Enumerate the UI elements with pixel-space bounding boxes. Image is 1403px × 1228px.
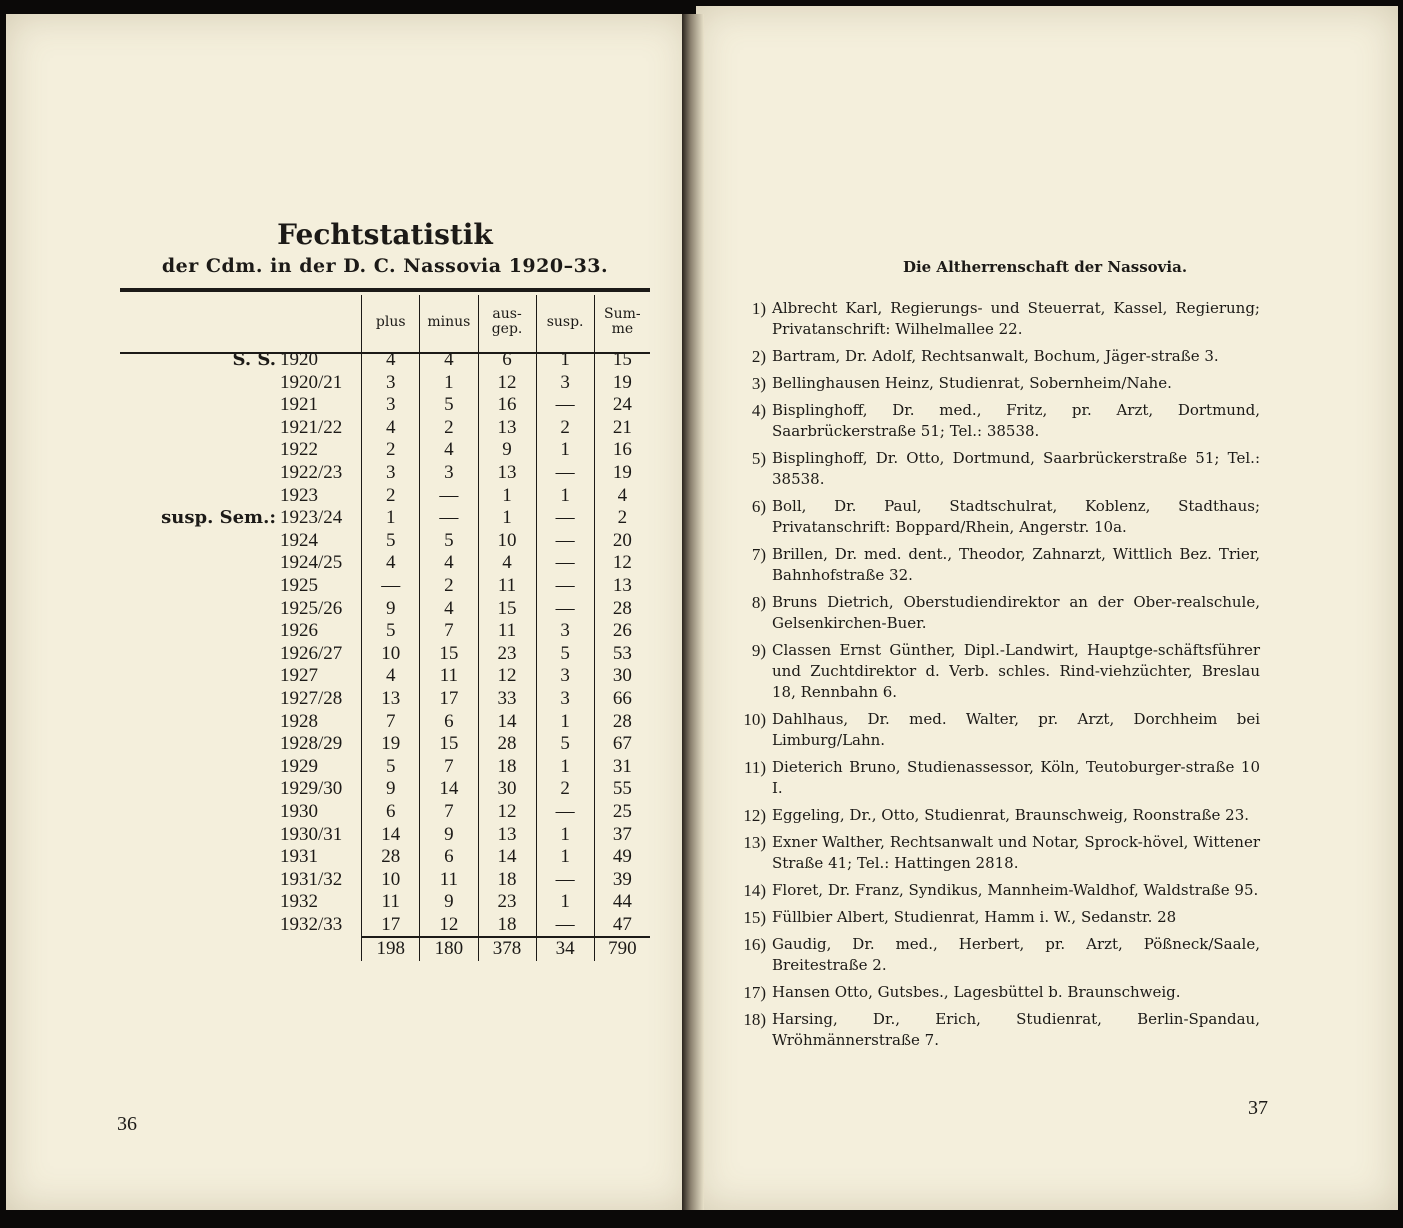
ausgep-cell: 18 xyxy=(478,756,536,779)
ausgep-cell: 13 xyxy=(478,462,536,485)
list-item xyxy=(728,982,1260,1003)
plus-cell: 4 xyxy=(362,417,420,440)
ausgep-cell: 12 xyxy=(478,665,536,688)
table-row xyxy=(120,552,650,575)
entry-text: Exner Walther, Rechtsanwalt und Notar, Sprock-hövel, Wittener Straße 41; Tel.: Hattingen 2818. xyxy=(772,833,1260,872)
summe-cell: 21 xyxy=(594,417,650,440)
ausgep-cell: 12 xyxy=(478,801,536,824)
summe-cell: 37 xyxy=(594,823,650,846)
entry-number: 4) xyxy=(751,401,766,420)
plus-cell: 19 xyxy=(362,733,420,756)
susp-cell: 2 xyxy=(536,778,594,801)
entry-number: 3) xyxy=(751,374,766,393)
minus-cell: 5 xyxy=(420,530,478,553)
entry-number: 10) xyxy=(743,710,766,729)
summe-cell: 66 xyxy=(594,688,650,711)
plus-cell: 5 xyxy=(362,756,420,779)
header-susp: susp. xyxy=(536,295,594,349)
summe-cell: 19 xyxy=(594,372,650,395)
fencing-statistics-table xyxy=(120,295,650,961)
plus-cell: 5 xyxy=(362,530,420,553)
table-row xyxy=(120,394,650,417)
semester-label xyxy=(120,552,280,575)
entry-number: 2) xyxy=(751,347,766,366)
entry-text: Harsing, Dr., Erich, Studienrat, Berlin-Spandau, Wröhmännerstraße 7. xyxy=(772,1010,1260,1049)
semester-label xyxy=(120,823,280,846)
list-title: Die Altherrenschaft der Nassovia. xyxy=(902,258,1188,276)
table-row xyxy=(120,914,650,938)
ausgep-cell: 33 xyxy=(478,688,536,711)
semester-label xyxy=(120,801,280,824)
total-ausgep: 378 xyxy=(478,937,536,961)
minus-cell: 12 xyxy=(420,914,478,938)
entry-number: 5) xyxy=(751,449,766,468)
entry-number: 8) xyxy=(751,593,766,612)
semester-label xyxy=(120,914,280,938)
susp-cell: 3 xyxy=(536,372,594,395)
semester-label xyxy=(120,417,280,440)
plus-cell: 14 xyxy=(362,823,420,846)
ausgep-cell: 15 xyxy=(478,598,536,621)
year-cell: 1924/25 xyxy=(280,552,343,574)
summe-cell: 16 xyxy=(594,439,650,462)
susp-cell: — xyxy=(536,869,594,892)
entry-text: Floret, Dr. Franz, Syndikus, Mannheim-Waldhof, Waldstraße 95. xyxy=(772,881,1259,899)
table-row xyxy=(120,417,650,440)
plus-cell: 10 xyxy=(362,643,420,666)
year-cell: 1931/32 xyxy=(280,868,343,890)
table-row xyxy=(120,598,650,621)
list-item xyxy=(728,373,1260,394)
total-plus: 198 xyxy=(362,937,420,961)
table-row xyxy=(120,711,650,734)
table-row xyxy=(120,869,650,892)
plus-cell: 17 xyxy=(362,914,420,938)
entry-text: Brillen, Dr. med. dent., Theodor, Zahnarzt, Wittlich Bez. Trier, Bahnhofstraße 32. xyxy=(772,545,1260,584)
list-item xyxy=(728,805,1260,826)
susp-cell: 1 xyxy=(536,846,594,869)
list-item xyxy=(728,832,1260,874)
table-row xyxy=(120,439,650,462)
entry-number: 15) xyxy=(743,908,766,927)
susp-cell: — xyxy=(536,530,594,553)
year-cell: 1921/22 xyxy=(280,416,343,438)
page-number-right: 37 xyxy=(1248,1097,1268,1119)
susp-cell: — xyxy=(536,507,594,530)
list-item xyxy=(728,880,1260,901)
totals-spacer xyxy=(280,937,362,961)
table-row xyxy=(120,823,650,846)
year-cell: 1924 xyxy=(280,529,319,551)
minus-cell: 9 xyxy=(420,891,478,914)
total-summe: 790 xyxy=(594,937,650,961)
year-cell: 1932 xyxy=(280,891,319,913)
list-item xyxy=(728,757,1260,799)
plus-cell: 4 xyxy=(362,552,420,575)
semester-label xyxy=(120,733,280,756)
semester-label xyxy=(120,530,280,553)
summe-cell: 67 xyxy=(594,733,650,756)
susp-cell: 1 xyxy=(536,891,594,914)
year-cell: 1929 xyxy=(280,755,319,777)
ausgep-cell: 14 xyxy=(478,711,536,734)
ausgep-cell: 10 xyxy=(478,530,536,553)
list-item xyxy=(728,640,1260,703)
ausgep-cell: 18 xyxy=(478,869,536,892)
year-cell: 1927 xyxy=(280,665,319,687)
year-cell: 1922 xyxy=(280,439,319,461)
minus-cell: 2 xyxy=(420,417,478,440)
year-cell: 1925/26 xyxy=(280,597,343,619)
entry-number: 12) xyxy=(743,806,766,825)
susp-cell: — xyxy=(536,575,594,598)
minus-cell: 5 xyxy=(420,394,478,417)
minus-cell: 17 xyxy=(420,688,478,711)
header-minus: minus xyxy=(420,295,478,349)
entry-text: Bruns Dietrich, Oberstudiendirektor an der Ober-realschule, Gelsenkirchen-Buer. xyxy=(772,593,1260,632)
summe-cell: 25 xyxy=(594,801,650,824)
semester-label: S. S. xyxy=(232,349,277,371)
plus-cell: 2 xyxy=(362,485,420,508)
susp-cell: 1 xyxy=(536,439,594,462)
semester-label xyxy=(120,756,280,779)
minus-cell: 4 xyxy=(420,598,478,621)
list-item xyxy=(728,298,1260,340)
semester-label xyxy=(120,620,280,643)
entry-number: 18) xyxy=(743,1010,766,1029)
susp-cell: — xyxy=(536,801,594,824)
list-item xyxy=(728,592,1260,634)
plus-cell: 11 xyxy=(362,891,420,914)
year-cell: 1925 xyxy=(280,574,319,596)
year-cell: 1923 xyxy=(280,484,319,506)
year-cell: 1930 xyxy=(280,800,319,822)
year-cell: 1922/23 xyxy=(280,462,343,484)
summe-cell: 31 xyxy=(594,756,650,779)
plus-cell: 4 xyxy=(362,665,420,688)
entry-text: Hansen Otto, Gutsbes., Lagesbüttel b. Braunschweig. xyxy=(772,983,1181,1001)
list-item xyxy=(728,934,1260,976)
susp-cell: — xyxy=(536,598,594,621)
summe-cell: 19 xyxy=(594,462,650,485)
totals-spacer xyxy=(120,937,280,961)
summe-cell: 49 xyxy=(594,846,650,869)
susp-cell: 3 xyxy=(536,688,594,711)
semester-label: susp. Sem.: xyxy=(161,507,277,529)
totals-row xyxy=(120,937,650,961)
semester-label xyxy=(120,598,280,621)
alumni-list xyxy=(728,298,1260,1057)
semester-label xyxy=(120,688,280,711)
year-cell: 1921 xyxy=(280,394,319,416)
table-row xyxy=(120,349,650,372)
susp-cell: 1 xyxy=(536,349,594,372)
entry-text: Bisplinghoff, Dr. Otto, Dortmund, Saarbrückerstraße 51; Tel.: 38538. xyxy=(772,449,1260,488)
susp-cell: — xyxy=(536,552,594,575)
header-semester xyxy=(120,295,280,349)
entry-number: 11) xyxy=(743,758,766,777)
year-cell: 1923/24 xyxy=(280,507,343,529)
minus-cell: 7 xyxy=(420,756,478,779)
total-susp: 34 xyxy=(536,937,594,961)
susp-cell: 5 xyxy=(536,643,594,666)
minus-cell: 4 xyxy=(420,439,478,462)
summe-cell: 53 xyxy=(594,643,650,666)
year-cell: 1930/31 xyxy=(280,823,343,845)
susp-cell: 1 xyxy=(536,485,594,508)
ausgep-cell: 28 xyxy=(478,733,536,756)
table-row xyxy=(120,778,650,801)
susp-cell: 1 xyxy=(536,756,594,779)
year-cell: 1927/28 xyxy=(280,687,343,709)
semester-label xyxy=(120,372,280,395)
year-cell: 1928 xyxy=(280,710,319,732)
susp-cell: — xyxy=(536,914,594,938)
summe-cell: 28 xyxy=(594,598,650,621)
summe-cell: 30 xyxy=(594,665,650,688)
book-spine xyxy=(682,14,704,1210)
minus-cell: 14 xyxy=(420,778,478,801)
ausgep-cell: 1 xyxy=(478,507,536,530)
minus-cell: 4 xyxy=(420,552,478,575)
ausgep-cell: 12 xyxy=(478,372,536,395)
header-plus: plus xyxy=(362,295,420,349)
total-minus: 180 xyxy=(420,937,478,961)
ausgep-cell: 18 xyxy=(478,914,536,938)
year-cell: 1926 xyxy=(280,620,319,642)
list-item xyxy=(728,346,1260,367)
table-row xyxy=(120,801,650,824)
ausgep-cell: 16 xyxy=(478,394,536,417)
susp-cell: 3 xyxy=(536,665,594,688)
list-item xyxy=(728,907,1260,928)
minus-cell: 15 xyxy=(420,643,478,666)
summe-cell: 20 xyxy=(594,530,650,553)
header-ausgep: aus- gep. xyxy=(478,295,536,349)
year-cell: 1929/30 xyxy=(280,778,343,800)
susp-cell: 1 xyxy=(536,823,594,846)
ausgep-cell: 13 xyxy=(478,417,536,440)
susp-cell: 2 xyxy=(536,417,594,440)
minus-cell: 15 xyxy=(420,733,478,756)
table-row xyxy=(120,891,650,914)
minus-cell: 4 xyxy=(420,349,478,372)
semester-label xyxy=(120,846,280,869)
susp-cell: — xyxy=(536,462,594,485)
ausgep-cell: 23 xyxy=(478,891,536,914)
minus-cell: — xyxy=(420,507,478,530)
entry-text: Bartram, Dr. Adolf, Rechtsanwalt, Bochum, Jäger-straße 3. xyxy=(772,347,1219,365)
year-cell: 1931 xyxy=(280,846,319,868)
plus-cell: 3 xyxy=(362,462,420,485)
minus-cell: 11 xyxy=(420,665,478,688)
summe-cell: 44 xyxy=(594,891,650,914)
header-year xyxy=(280,295,362,349)
list-item xyxy=(728,400,1260,442)
plus-cell: 13 xyxy=(362,688,420,711)
table-row xyxy=(120,733,650,756)
summe-cell: 26 xyxy=(594,620,650,643)
page-subtitle: der Cdm. in der D. C. Nassovia 1920–33. xyxy=(161,255,609,277)
entry-text: Bellinghausen Heinz, Studienrat, Sobernheim/Nahe. xyxy=(772,374,1172,392)
minus-cell: 7 xyxy=(420,620,478,643)
summe-cell: 28 xyxy=(594,711,650,734)
table-row xyxy=(120,462,650,485)
plus-cell: — xyxy=(362,575,420,598)
entry-text: Bisplinghoff, Dr. med., Fritz, pr. Arzt, Dortmund, Saarbrückerstraße 51; Tel.: 38538. xyxy=(772,401,1260,440)
summe-cell: 47 xyxy=(594,914,650,938)
ausgep-cell: 11 xyxy=(478,575,536,598)
semester-label xyxy=(120,891,280,914)
susp-cell: — xyxy=(536,394,594,417)
page-number-left: 36 xyxy=(117,1113,137,1135)
semester-label xyxy=(120,394,280,417)
entry-number: 1) xyxy=(751,299,766,318)
ausgep-cell: 11 xyxy=(478,620,536,643)
entry-text: Boll, Dr. Paul, Stadtschulrat, Koblenz, Stadthaus; Privatanschrift: Boppard/Rhein, Angerstr. 10a. xyxy=(772,497,1260,536)
entry-text: Dieterich Bruno, Studienassessor, Köln, Teutoburger-straße 10 I. xyxy=(772,758,1260,797)
table-row xyxy=(120,530,650,553)
summe-cell: 4 xyxy=(594,485,650,508)
year-cell: 1920/21 xyxy=(280,371,343,393)
table-row xyxy=(120,485,650,508)
table-row xyxy=(120,846,650,869)
summe-cell: 12 xyxy=(594,552,650,575)
entry-number: 17) xyxy=(743,983,766,1002)
minus-cell: 1 xyxy=(420,372,478,395)
plus-cell: 6 xyxy=(362,801,420,824)
susp-cell: 1 xyxy=(536,711,594,734)
list-item xyxy=(728,1009,1260,1051)
plus-cell: 4 xyxy=(362,349,420,372)
summe-cell: 2 xyxy=(594,507,650,530)
summe-cell: 39 xyxy=(594,869,650,892)
summe-cell: 13 xyxy=(594,575,650,598)
ausgep-cell: 4 xyxy=(478,552,536,575)
minus-cell: 7 xyxy=(420,801,478,824)
semester-label xyxy=(120,665,280,688)
semester-label xyxy=(120,462,280,485)
entry-number: 6) xyxy=(751,497,766,516)
table-row xyxy=(120,688,650,711)
table-row xyxy=(120,372,650,395)
entry-number: 14) xyxy=(743,881,766,900)
minus-cell: 11 xyxy=(420,869,478,892)
table-row xyxy=(120,756,650,779)
table-row xyxy=(120,507,650,530)
ausgep-cell: 14 xyxy=(478,846,536,869)
summe-cell: 15 xyxy=(594,349,650,372)
table-row xyxy=(120,620,650,643)
minus-cell: 6 xyxy=(420,846,478,869)
susp-cell: 5 xyxy=(536,733,594,756)
minus-cell: 3 xyxy=(420,462,478,485)
list-item xyxy=(728,448,1260,490)
year-cell: 1926/27 xyxy=(280,642,343,664)
list-item xyxy=(728,709,1260,751)
summe-cell: 55 xyxy=(594,778,650,801)
table-body xyxy=(120,349,650,961)
semester-label xyxy=(120,643,280,666)
minus-cell: 9 xyxy=(420,823,478,846)
entry-text: Gaudig, Dr. med., Herbert, pr. Arzt, Pößneck/Saale, Breitestraße 2. xyxy=(772,935,1260,974)
plus-cell: 5 xyxy=(362,620,420,643)
list-item xyxy=(728,544,1260,586)
semester-label xyxy=(120,575,280,598)
semester-label xyxy=(120,869,280,892)
entry-text: Eggeling, Dr., Otto, Studienrat, Braunschweig, Roonstraße 23. xyxy=(772,806,1250,824)
year-cell: 1928/29 xyxy=(280,733,343,755)
ausgep-cell: 30 xyxy=(478,778,536,801)
minus-cell: 2 xyxy=(420,575,478,598)
ausgep-cell: 9 xyxy=(478,439,536,462)
year-cell: 1932/33 xyxy=(280,914,343,936)
entry-text: Albrecht Karl, Regierungs- und Steuerrat, Kassel, Regierung; Privatanschrift: Wilhelmallee 22. xyxy=(772,299,1260,338)
entry-number: 13) xyxy=(743,833,766,852)
entry-number: 16) xyxy=(743,935,766,954)
table-row xyxy=(120,665,650,688)
table-row xyxy=(120,575,650,598)
entry-number: 7) xyxy=(751,545,766,564)
plus-cell: 2 xyxy=(362,439,420,462)
plus-cell: 3 xyxy=(362,372,420,395)
year-cell: 1920 xyxy=(280,349,319,371)
plus-cell: 1 xyxy=(362,507,420,530)
ausgep-cell: 1 xyxy=(478,485,536,508)
summe-cell: 24 xyxy=(594,394,650,417)
ausgep-cell: 23 xyxy=(478,643,536,666)
minus-cell: 6 xyxy=(420,711,478,734)
semester-label xyxy=(120,778,280,801)
title-rule xyxy=(120,288,650,292)
table-row xyxy=(120,643,650,666)
table-header-row xyxy=(120,295,650,349)
plus-cell: 3 xyxy=(362,394,420,417)
plus-cell: 9 xyxy=(362,778,420,801)
semester-label xyxy=(120,439,280,462)
susp-cell: 3 xyxy=(536,620,594,643)
plus-cell: 10 xyxy=(362,869,420,892)
header-summe: Sum- me xyxy=(594,295,650,349)
plus-cell: 28 xyxy=(362,846,420,869)
ausgep-cell: 13 xyxy=(478,823,536,846)
semester-label xyxy=(120,485,280,508)
plus-cell: 7 xyxy=(362,711,420,734)
minus-cell: — xyxy=(420,485,478,508)
entry-text: Dahlhaus, Dr. med. Walter, pr. Arzt, Dorchheim bei Limburg/Lahn. xyxy=(772,710,1260,749)
ausgep-cell: 6 xyxy=(478,349,536,372)
entry-text: Classen Ernst Günther, Dipl.-Landwirt, Hauptge-schäftsführer und Zuchtdirektor d. Verb. schles. Rind-viehzüchter, Breslau 18, Rennbahn 6. xyxy=(772,641,1260,701)
entry-text: Füllbier Albert, Studienrat, Hamm i. W., Sedanstr. 28 xyxy=(772,908,1177,926)
plus-cell: 9 xyxy=(362,598,420,621)
list-item xyxy=(728,496,1260,538)
semester-label xyxy=(120,711,280,734)
entry-number: 9) xyxy=(751,641,766,660)
page-title: Fechtstatistik xyxy=(277,218,493,251)
